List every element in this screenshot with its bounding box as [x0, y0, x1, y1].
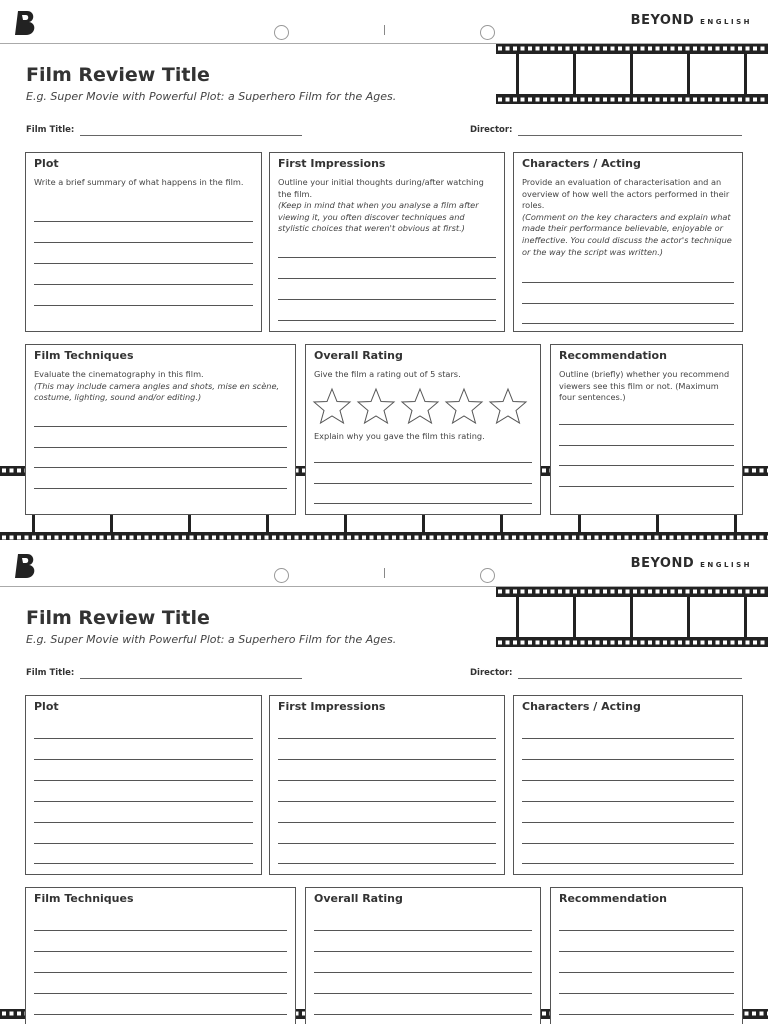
page-subtitle: E.g. Super Movie with Powerful Plot: a Superhero Film for the Ages.: [26, 633, 397, 646]
first-impressions-heading: First Impressions: [278, 157, 386, 170]
overall-rating-heading: Overall Rating: [314, 349, 403, 362]
writing-line[interactable]: [278, 738, 496, 739]
writing-line[interactable]: [34, 930, 287, 931]
plot-box: [25, 695, 262, 875]
characters-acting-note: (Comment on the key characters and explain what made their performance believable, enjoyable or ineffective. You could discuss the actor's technique or the way the script was written.): [522, 211, 732, 257]
first-impressions-box: [269, 695, 505, 875]
writing-line[interactable]: [34, 1014, 287, 1015]
plot-box: [25, 152, 262, 332]
star-outline-icon[interactable]: [488, 387, 528, 425]
writing-line[interactable]: [278, 320, 496, 321]
writing-line[interactable]: [34, 467, 287, 468]
film-techniques-box: [25, 887, 296, 1024]
first-impressions-text: Outline your initial thoughts during/after watching the film.: [278, 177, 484, 199]
characters-acting-box: [513, 152, 743, 332]
writing-line[interactable]: [522, 323, 734, 324]
film-strip-top: [496, 587, 768, 647]
writing-line[interactable]: [559, 486, 734, 487]
writing-line[interactable]: [559, 424, 734, 425]
writing-line[interactable]: [34, 822, 253, 823]
worksheet-2: [0, 543, 768, 1024]
star-rating[interactable]: [312, 387, 528, 425]
film-title-field[interactable]: [80, 678, 302, 679]
fold-mark: [384, 25, 385, 35]
writing-line[interactable]: [314, 503, 532, 504]
writing-line[interactable]: [278, 863, 496, 864]
writing-line[interactable]: [34, 284, 253, 285]
writing-line[interactable]: [34, 242, 253, 243]
writing-line[interactable]: [522, 863, 734, 864]
star-outline-icon[interactable]: [444, 387, 484, 425]
overall-rating-box: [305, 344, 541, 515]
punch-hole-icon: [274, 25, 289, 40]
writing-line[interactable]: [522, 822, 734, 823]
punch-hole-icon: [480, 25, 495, 40]
page-subtitle: E.g. Super Movie with Powerful Plot: a Superhero Film for the Ages.: [26, 90, 397, 103]
film-techniques-note: (This may include camera angles and shots, mise en scène, costume, lighting, sound and/or editing.): [34, 380, 280, 403]
writing-line[interactable]: [34, 993, 287, 994]
writing-line[interactable]: [559, 951, 734, 952]
writing-line[interactable]: [314, 993, 532, 994]
film-techniques-box: [25, 344, 296, 515]
film-techniques-instructions: [34, 369, 287, 404]
writing-line[interactable]: [278, 257, 496, 258]
plot-heading: Plot: [34, 700, 59, 713]
brand-sub: ENGLISH: [700, 561, 752, 569]
film-techniques-text: Evaluate the cinematography in this film.: [34, 369, 204, 379]
writing-line[interactable]: [278, 299, 496, 300]
page-title: Film Review Title: [26, 64, 210, 86]
writing-line[interactable]: [34, 863, 253, 864]
writing-line[interactable]: [522, 303, 734, 304]
film-techniques-heading: Film Techniques: [34, 892, 134, 905]
plot-heading: Plot: [34, 157, 59, 170]
writing-line[interactable]: [522, 843, 734, 844]
recommendation-box: [550, 344, 743, 515]
star-outline-icon[interactable]: [312, 387, 352, 425]
writing-line[interactable]: [34, 221, 253, 222]
star-outline-icon[interactable]: [356, 387, 396, 425]
overall-rating-heading: Overall Rating: [314, 892, 403, 905]
writing-line[interactable]: [34, 263, 253, 264]
film-strip-top: [496, 44, 768, 104]
director-label: Director:: [470, 668, 513, 678]
punch-hole-icon: [480, 568, 495, 583]
writing-line[interactable]: [278, 822, 496, 823]
writing-line[interactable]: [278, 801, 496, 802]
writing-line[interactable]: [314, 462, 532, 463]
director-field[interactable]: [518, 678, 742, 679]
recommendation-instructions: Outline (briefly) whether you recommend viewers see this film or not. (Maximum four sentences.): [559, 369, 730, 403]
writing-line[interactable]: [278, 780, 496, 781]
writing-line[interactable]: [559, 972, 734, 973]
director-field[interactable]: [518, 135, 742, 136]
star-outline-icon[interactable]: [400, 387, 440, 425]
b-logo-icon: [14, 553, 38, 579]
page-title: Film Review Title: [26, 607, 210, 629]
writing-line[interactable]: [34, 305, 253, 306]
writing-line[interactable]: [34, 780, 253, 781]
writing-line[interactable]: [314, 972, 532, 973]
fold-mark: [384, 568, 385, 578]
writing-line[interactable]: [522, 738, 734, 739]
writing-line[interactable]: [34, 426, 287, 427]
writing-line[interactable]: [314, 483, 532, 484]
writing-line[interactable]: [559, 993, 734, 994]
writing-line[interactable]: [559, 465, 734, 466]
recommendation-box: [550, 887, 743, 1024]
first-impressions-instructions: [278, 177, 496, 235]
characters-acting-heading: Characters / Acting: [522, 700, 641, 713]
director-label: Director:: [470, 125, 513, 135]
writing-line[interactable]: [34, 759, 253, 760]
first-impressions-box: [269, 152, 505, 332]
overall-rating-box: [305, 887, 541, 1024]
brand-logo: [631, 13, 752, 28]
recommendation-heading: Recommendation: [559, 892, 667, 905]
writing-line[interactable]: [278, 759, 496, 760]
brand-name: BEYOND: [630, 13, 695, 28]
brand-logo: [631, 556, 752, 571]
first-impressions-note: (Keep in mind that when you analyse a film after viewing it, you often discover techniques and stylistic choices that weren't obvious at first.): [278, 200, 479, 234]
film-title-label: Film Title:: [26, 125, 75, 135]
characters-acting-heading: Characters / Acting: [522, 157, 641, 170]
film-techniques-heading: Film Techniques: [34, 349, 134, 362]
writing-line[interactable]: [522, 282, 734, 283]
brand-name: BEYOND: [630, 556, 695, 571]
writing-line[interactable]: [278, 843, 496, 844]
recommendation-heading: Recommendation: [559, 349, 667, 362]
plot-instructions: Write a brief summary of what happens in the film.: [34, 177, 244, 187]
writing-line[interactable]: [559, 445, 734, 446]
characters-acting-instructions: [522, 177, 734, 258]
writing-line[interactable]: [34, 488, 287, 489]
writing-line[interactable]: [314, 1014, 532, 1015]
writing-line[interactable]: [559, 930, 734, 931]
writing-line[interactable]: [34, 972, 287, 973]
b-logo-icon: [14, 10, 38, 36]
writing-line[interactable]: [34, 447, 287, 448]
writing-line[interactable]: [522, 780, 734, 781]
punch-hole-icon: [274, 568, 289, 583]
film-title-field[interactable]: [80, 135, 302, 136]
writing-line[interactable]: [522, 759, 734, 760]
writing-line[interactable]: [34, 801, 253, 802]
writing-line[interactable]: [34, 843, 253, 844]
writing-line[interactable]: [522, 801, 734, 802]
characters-acting-text: Provide an evaluation of characterisation and an overview of how well the actors performed in their roles.: [522, 177, 730, 211]
writing-line[interactable]: [314, 930, 532, 931]
rating-explain: Explain why you gave the film this rating.: [314, 431, 485, 441]
writing-line[interactable]: [34, 951, 287, 952]
brand-sub: ENGLISH: [700, 18, 752, 26]
film-title-label: Film Title:: [26, 668, 75, 678]
writing-line[interactable]: [314, 951, 532, 952]
characters-acting-box: [513, 695, 743, 875]
writing-line[interactable]: [278, 278, 496, 279]
first-impressions-heading: First Impressions: [278, 700, 386, 713]
writing-line[interactable]: [559, 1014, 734, 1015]
writing-line[interactable]: [34, 738, 253, 739]
overall-rating-instructions: Give the film a rating out of 5 stars.: [314, 369, 461, 379]
